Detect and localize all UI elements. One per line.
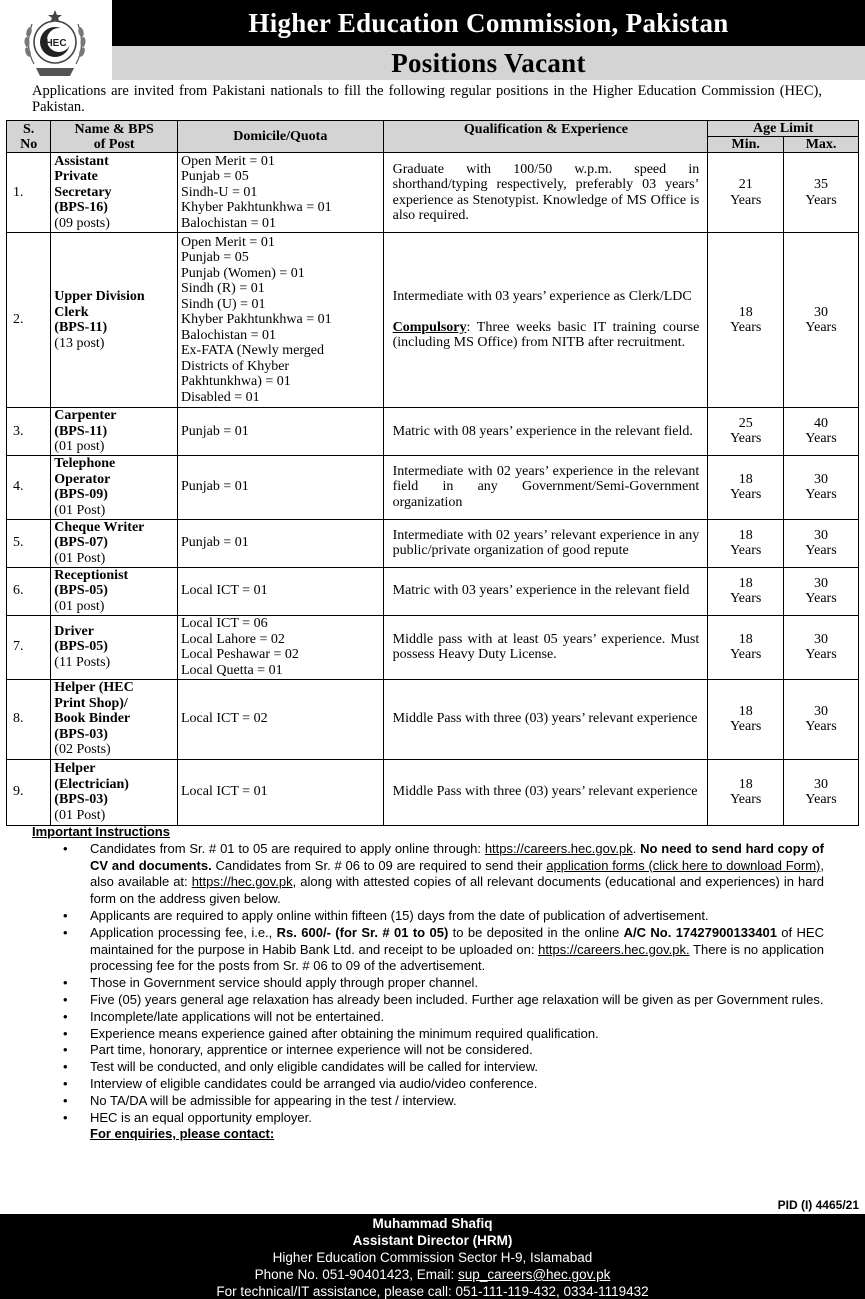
bullet-icon: • xyxy=(63,840,68,856)
it-assistance: For technical/IT assistance, please call: 051-111-119-432, 0334-1119432 xyxy=(216,1284,649,1299)
table-row xyxy=(7,408,859,456)
instruction-item: • No TA/DA will be admissible for appearing in the test / interview. xyxy=(63,1092,457,1108)
instruction-item: • Test will be conducted, and only eligible candidates will be called for interview. xyxy=(63,1059,539,1075)
bullet-icon: • xyxy=(63,1109,68,1125)
post-name: Carpenter (BPS-11) (01 post) xyxy=(51,408,178,456)
post-count: (01 post) xyxy=(54,439,105,454)
page-title: Higher Education Commission, Pakistan xyxy=(112,0,865,46)
domicile-quota: Local ICT = 01 xyxy=(178,567,384,615)
instructions-title: Important Instructions xyxy=(32,824,170,839)
qualification: Middle Pass with three (03) years’ relevant experience xyxy=(383,679,708,759)
instruction-item: • HEC is an equal opportunity employer. xyxy=(63,1109,312,1125)
logo-text: HEC xyxy=(45,38,67,49)
age-min: 18 Years xyxy=(708,679,784,759)
post-count: (01 Post) xyxy=(54,550,106,566)
bullet-icon: • xyxy=(63,1025,68,1041)
other-instructions-list xyxy=(32,975,824,1126)
age-min: 18 Years xyxy=(708,759,784,825)
post-name: Helper (Electrician) (BPS-03) (01 Post) xyxy=(51,759,178,825)
header-max: Max. xyxy=(784,137,859,153)
domicile-quota: Local ICT = 02 xyxy=(178,679,384,759)
positions-table xyxy=(6,120,859,826)
age-max: 30 Years xyxy=(784,567,859,615)
contact-footer xyxy=(0,1214,865,1299)
qualification: Matric with 08 years’ experience in the relevant field. xyxy=(383,408,708,456)
row-sno: 7. xyxy=(7,615,51,679)
instruction-item: • Incomplete/late applications will not be entertained. xyxy=(63,1008,385,1024)
age-max: 30 Years xyxy=(784,455,859,519)
qualification: Middle Pass with three (03) years’ relevant experience xyxy=(383,759,708,825)
post-name: Telephone Operator (BPS-09) (01 Post) xyxy=(51,455,178,519)
bullet-icon: • xyxy=(63,1075,68,1091)
row-sno: 9. xyxy=(7,759,51,825)
email-link[interactable]: sup_careers@hec.gov.pk xyxy=(458,1267,611,1282)
instruction-item: • Candidates from Sr. # 01 to 05 are required to apply online through: https://careers.hec.gov.pk. No need to send hard copy of CV and documents. Candidates from Sr. # 06 to 09 are required to send their application forms (click here to download Form), also available at: https://hec.gov.pk, along with attested copies of all relevant documents (educational and experiences) in hard form on the address given below. xyxy=(63,840,825,907)
table-header-row xyxy=(7,121,859,137)
header-name: Name & BPS of Post xyxy=(51,121,178,153)
domicile-quota: Punjab = 01 xyxy=(178,519,384,567)
post-count: (13 post) xyxy=(54,335,105,351)
intro-paragraph: Applications are invited from Pakistani nationals to fill the following regular positions in the Higher Education Commission (HEC), Pakistan. xyxy=(32,83,822,115)
hec-website-link[interactable]: https://hec.gov.pk xyxy=(191,874,293,890)
post-count: (09 posts) xyxy=(54,215,110,231)
row-sno: 6. xyxy=(7,567,51,615)
row-sno: 2. xyxy=(7,233,51,408)
post-name: Assistant Private Secretary (BPS-16) (09 posts) xyxy=(51,153,178,233)
bullet-icon: • xyxy=(63,991,68,1007)
instruction-item: • Those in Government service should apply through proper channel. xyxy=(63,975,479,991)
post-count: (11 Posts) xyxy=(54,654,111,670)
age-max: 30 Years xyxy=(784,759,859,825)
contact-designation: Assistant Director (HRM) xyxy=(352,1233,513,1248)
row-sno: 4. xyxy=(7,455,51,519)
contact-name: Muhammad Shafiq xyxy=(372,1216,493,1231)
instruction-item: • Part time, honorary, apprentice or internee experience will not be considered. xyxy=(63,1042,533,1058)
domicile-quota: Open Merit = 01 Punjab = 05 Sindh-U = 01 Khyber Pakhtunkhwa = 01 Balochistan = 01 xyxy=(178,153,384,233)
instruction-item: • Interview of eligible candidates could be arranged via audio/video conference. xyxy=(63,1075,538,1091)
table-body xyxy=(7,153,859,826)
age-max: 40 Years xyxy=(784,408,859,456)
header-sno: S. No xyxy=(7,121,51,153)
qualification: Intermediate with 02 years’ experience in the relevant field in any Government/Semi-Government organization xyxy=(383,455,708,519)
table-row xyxy=(7,455,859,519)
contact-phone-email: Phone No. 051-90401423, Email: sup_careers@hec.gov.pk xyxy=(254,1267,611,1282)
hec-logo xyxy=(22,6,88,80)
row-sno: 1. xyxy=(7,153,51,233)
age-max: 30 Years xyxy=(784,519,859,567)
age-min: 18 Years xyxy=(708,455,784,519)
instruction-item: • Application processing fee, i.e., Rs. 600/- (for Sr. # 01 to 05) to be deposited in the online A/C No. 17427900133401 of HEC maintained for the purpose in Habib Bank Ltd. and receipt to be uploaded on: https://careers.hec.gov.pk. There is no application processing fee for the posts from Sr. # 06 to 09 of the advertisement. xyxy=(63,924,824,974)
domicile-quota: Punjab = 01 xyxy=(178,408,384,456)
post-name: Receptionist (BPS-05) (01 post) xyxy=(51,567,178,615)
qualification: Matric with 03 years’ experience in the relevant field xyxy=(383,567,708,615)
pid-number: PID (I) 4465/21 xyxy=(777,1198,859,1212)
post-name: Helper (HEC Print Shop)/ Book Binder (BPS-03) (02 Posts) xyxy=(51,679,178,759)
careers-link[interactable]: https://careers.hec.gov.pk xyxy=(484,840,633,856)
instructions-list xyxy=(32,841,824,975)
age-min: 18 Years xyxy=(708,233,784,408)
age-min: 18 Years xyxy=(708,567,784,615)
post-count: (02 Posts) xyxy=(54,742,111,758)
domicile-quota: Punjab = 01 xyxy=(178,455,384,519)
table-row xyxy=(7,233,859,408)
header-domicile: Domicile/Quota xyxy=(178,121,384,153)
age-min: 18 Years xyxy=(708,615,784,679)
download-form-link[interactable]: application forms (click here to download Form) xyxy=(546,857,821,873)
enquiries-heading: For enquiries, please contact: xyxy=(90,1126,275,1142)
bullet-icon: • xyxy=(63,924,68,940)
post-count: (01 post) xyxy=(54,598,105,614)
important-instructions xyxy=(32,824,824,1143)
qualification: Intermediate with 03 years’ experience as Clerk/LDC Compulsory: Three weeks basic IT training course (including MS Office) from NITB after recruitment. xyxy=(383,233,708,408)
bullet-icon: • xyxy=(63,975,68,991)
qualification: Graduate with 100/50 w.p.m. speed in shorthand/typing respectively, preferably 03 years’ experience as Stenotypist. Knowledge of MS Office is also required. xyxy=(383,153,708,233)
header-min: Min. xyxy=(708,137,784,153)
age-max: 30 Years xyxy=(784,233,859,408)
age-max: 30 Years xyxy=(784,615,859,679)
table-row xyxy=(7,615,859,679)
instruction-item: • Experience means experience gained after obtaining the minimum required qualification. xyxy=(63,1025,599,1041)
domicile-quota: Local ICT = 06 Local Lahore = 02 Local Peshawar = 02 Local Quetta = 01 xyxy=(178,615,384,679)
bullet-icon: • xyxy=(63,1042,68,1058)
table-row xyxy=(7,679,859,759)
age-min: 25 Years xyxy=(708,408,784,456)
age-min: 18 Years xyxy=(708,519,784,567)
table-row xyxy=(7,567,859,615)
careers-upload-link[interactable]: https://careers.hec.gov.pk. xyxy=(538,941,690,957)
instruction-item: • Five (05) years general age relaxation has already been included. Further age relaxation will be given as per Government rules. xyxy=(63,991,824,1007)
bullet-icon: • xyxy=(63,1059,68,1075)
post-count: (01 Post) xyxy=(54,807,106,823)
age-max: 35 Years xyxy=(784,153,859,233)
bullet-icon: • xyxy=(63,1008,68,1024)
row-sno: 5. xyxy=(7,519,51,567)
row-sno: 8. xyxy=(7,679,51,759)
qualification: Intermediate with 02 years’ relevant experience in any public/private organization of good repute xyxy=(383,519,708,567)
bullet-icon: • xyxy=(63,907,68,923)
table-row xyxy=(7,519,859,567)
table-row xyxy=(7,759,859,825)
post-name: Cheque Writer (BPS-07) (01 Post) xyxy=(51,519,178,567)
header-qualification: Qualification & Experience xyxy=(383,121,708,153)
instruction-item: • Applicants are required to apply online within fifteen (15) days from the date of publication of advertisement. xyxy=(63,907,709,923)
domicile-quota: Open Merit = 01 Punjab = 05 Punjab (Women) = 01 Sindh (R) = 01 Sindh (U) = 01 Khyber Pakhtunkhwa = 01 Balochistan = 01 Ex-FATA (Newly merged Districts of Khyber Pakhtunkhwa) = 01 Disabled = 01 xyxy=(178,233,384,408)
bullet-icon: • xyxy=(63,1092,68,1108)
header-age-limit: Age Limit xyxy=(708,121,859,137)
post-name: Driver (BPS-05) (11 Posts) xyxy=(51,615,178,679)
page-subtitle: Positions Vacant xyxy=(112,46,865,80)
row-sno: 3. xyxy=(7,408,51,456)
post-count: (01 Post) xyxy=(54,502,106,518)
compulsory-label: Compulsory xyxy=(392,319,467,335)
domicile-quota: Local ICT = 01 xyxy=(178,759,384,825)
contact-address: Higher Education Commission Sector H-9, Islamabad xyxy=(272,1250,593,1265)
qualification: Middle pass with at least 05 years’ experience. Must possess Heavy Duty License. xyxy=(383,615,708,679)
age-max: 30 Years xyxy=(784,679,859,759)
post-name: Upper Division Clerk (BPS-11) (13 post) xyxy=(51,233,178,408)
table-row xyxy=(7,153,859,233)
age-min: 21 Years xyxy=(708,153,784,233)
